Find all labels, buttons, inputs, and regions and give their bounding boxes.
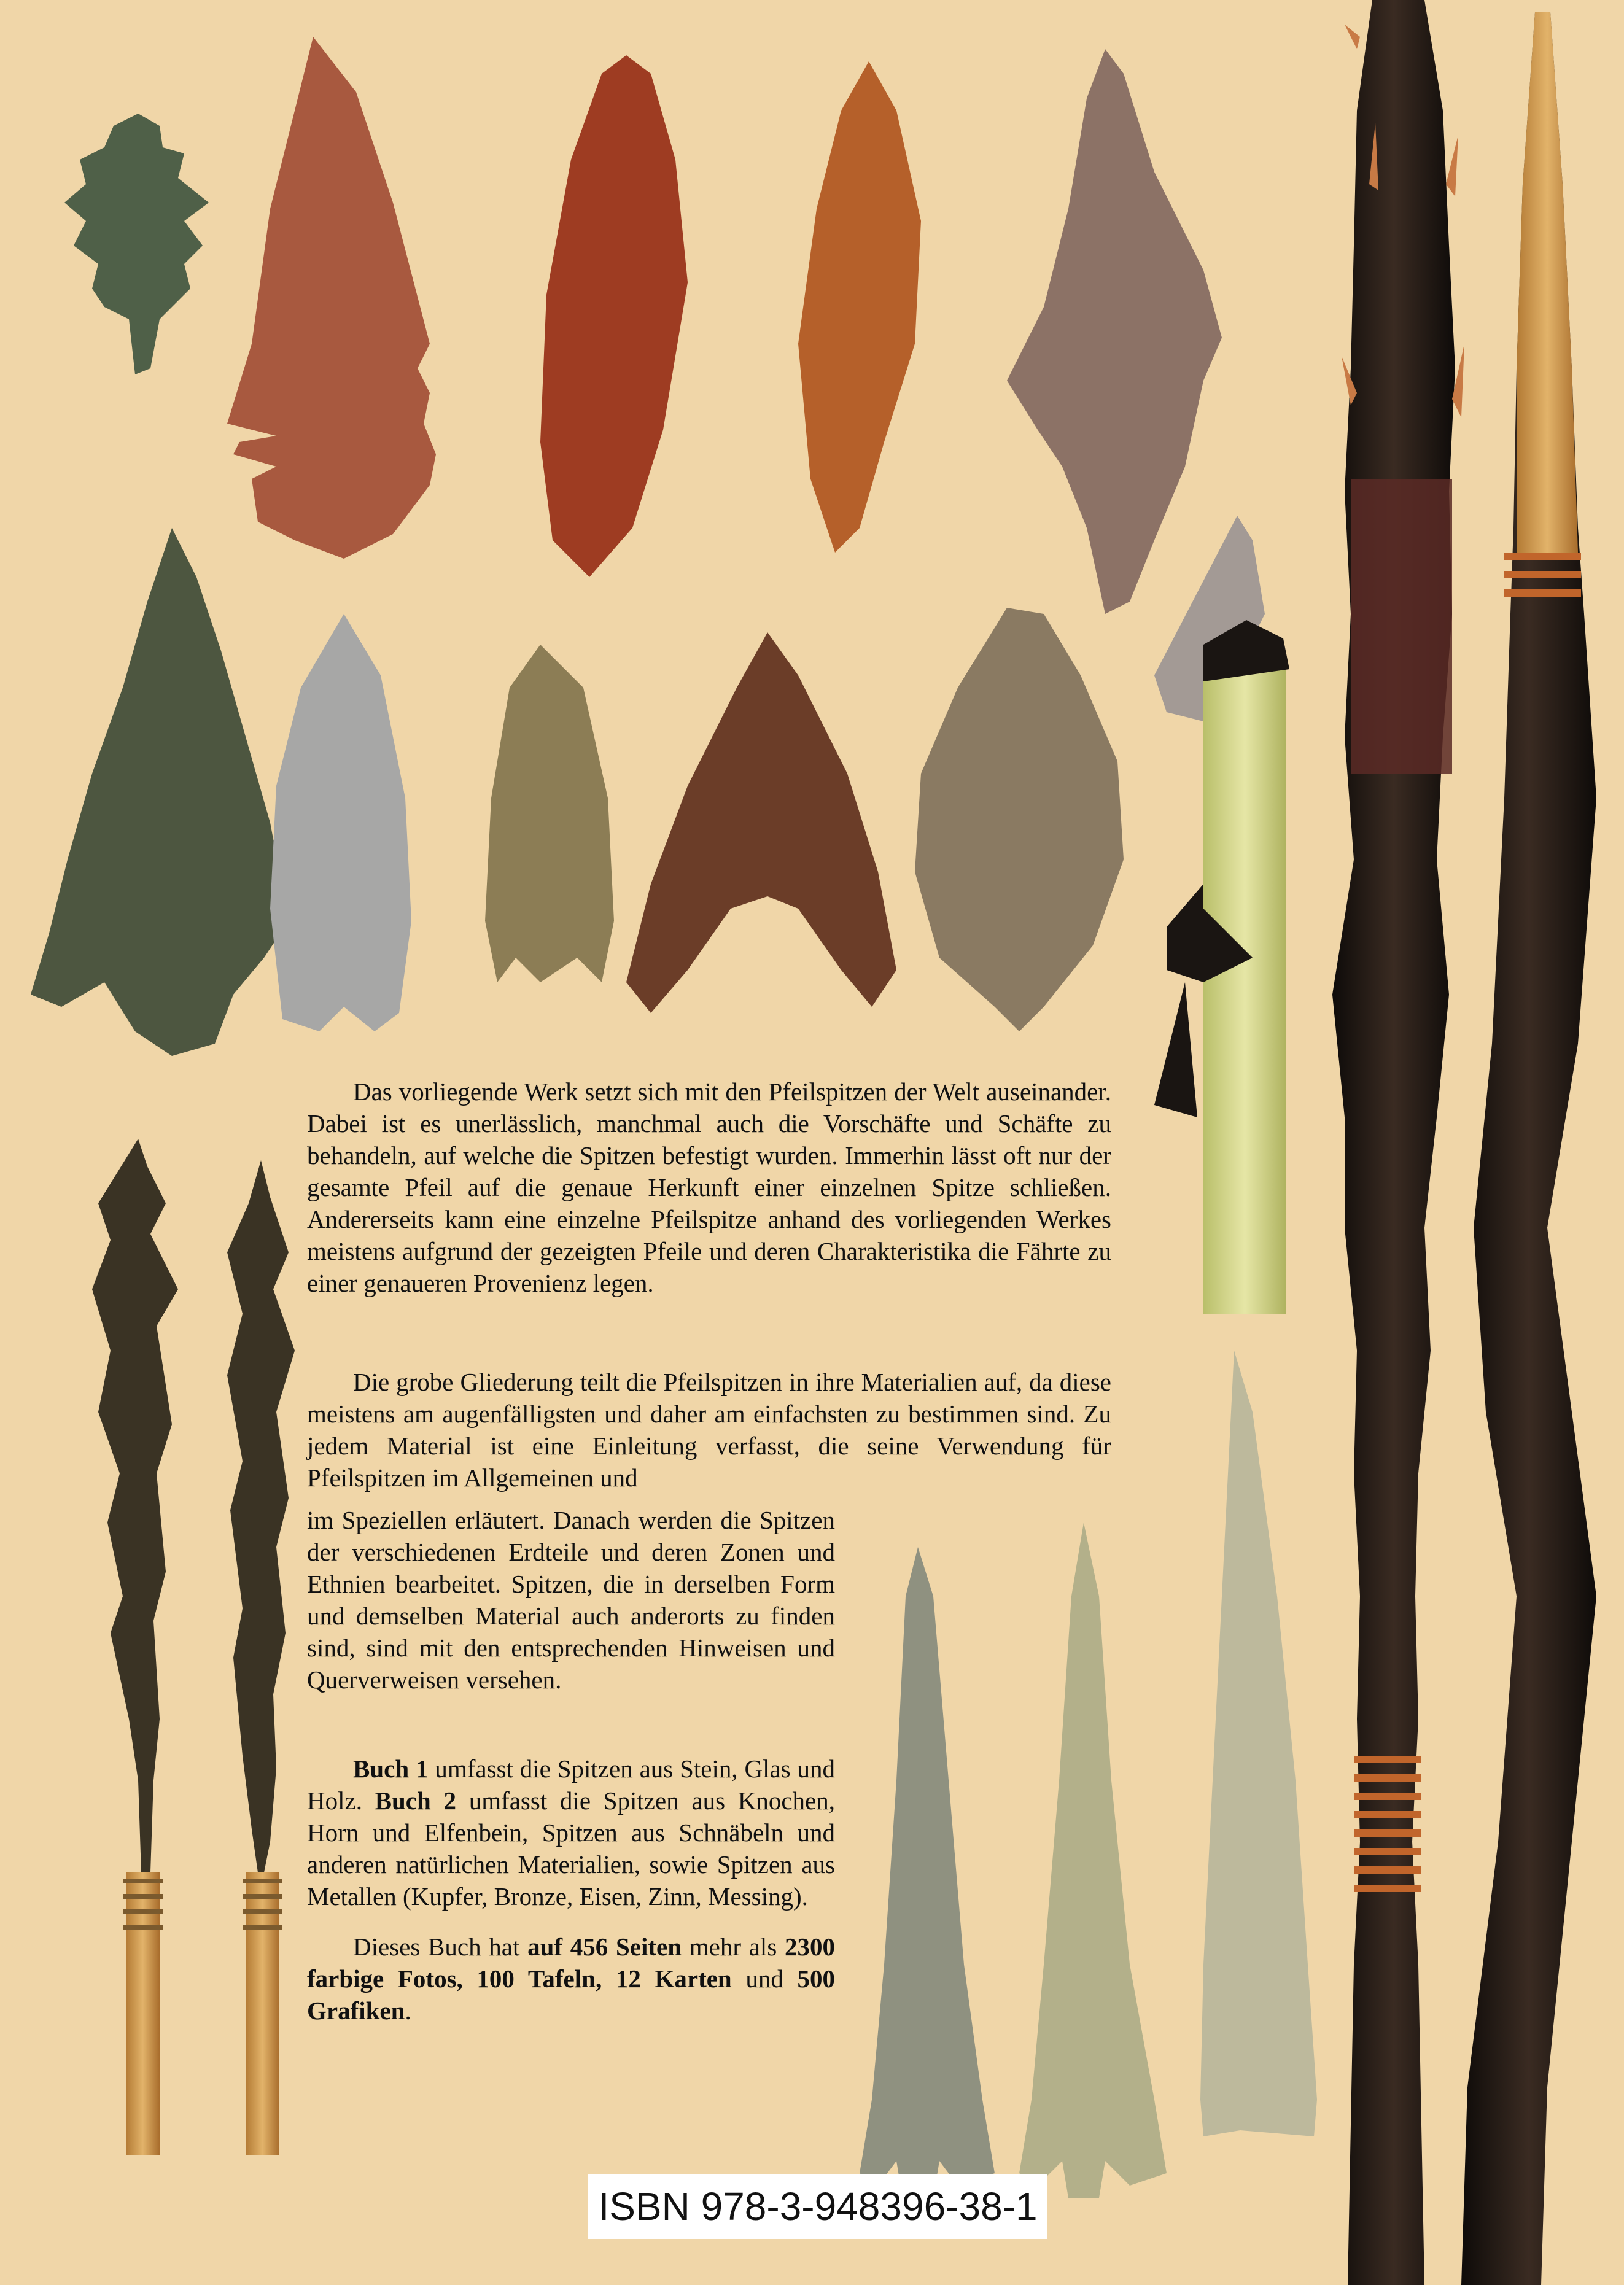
grey-diamond-point [915, 608, 1124, 1031]
stats-text [307, 1931, 835, 2027]
intro-paragraph-3 [307, 1504, 835, 1726]
red-leaf-point [540, 55, 688, 577]
reed-shaft-left [126, 1872, 160, 2155]
stats-photos: 2300 farbige Fotos, 100 Tafeln, 12 Karten [307, 1933, 835, 1993]
intro-paragraph-1 [307, 1076, 1111, 1330]
grey-serrated-point [1007, 49, 1222, 614]
intro-paragraph-2 [307, 1366, 1111, 1524]
reed-foreshaft [1517, 12, 1578, 553]
red-stemmed-point [227, 37, 436, 559]
barbed-iron-arrow-left [92, 1139, 178, 1872]
black-carved-shaft [1332, 0, 1455, 2285]
reed-binding [1504, 553, 1581, 597]
stats-mid2: und [731, 1965, 798, 1993]
stats-mid1: mehr als [682, 1933, 785, 1961]
stats-pages: auf 456 Seiten [527, 1933, 682, 1961]
intro-text-3: im Speziellen erläutert. Danach werden die Spitzen der verschiedenen Erdteile und deren Zonen und Ethnien bearbeitet. Spitzen, die in derselben Form und demselben Material auch anderorts zu finden sind, sind mit den entsprechenden Hinweisen und Querverweisen versehen. [307, 1506, 835, 1694]
stats-end: . [405, 1996, 411, 2025]
stats-graphics: 500 Grafiken [307, 1965, 835, 2025]
books-text [307, 1753, 835, 1912]
grey-stemmed-point-1 [860, 1547, 995, 2198]
green-serrated-point [64, 114, 209, 374]
book1-text: umfasst die Spitzen aus Stein, Glas und Holz. [307, 1755, 835, 1815]
grey-straight-point-3 [1200, 1351, 1317, 2136]
reed-shaft-right [246, 1872, 279, 2155]
barbed-iron-arrow-right [227, 1160, 295, 1872]
book1-label: Buch 1 [353, 1755, 429, 1783]
intro-text-2: Die grobe Gliederung teilt die Pfeilspitzen in ihre Materialien auf, da diese meistens am augenfälligsten und daher am einfachsten zu bestimmen sind. Zu jedem Material ist eine Einleitung verfasst, die seine Verwendung für Pfeilspitzen im Allgemeinen und [307, 1368, 1111, 1492]
isbn-label: ISBN 978-3-948396-38-1 [588, 2174, 1047, 2239]
yellow-shaft [1203, 663, 1286, 1314]
stats-paragraph [307, 1931, 835, 2057]
book2-label: Buch 2 [375, 1786, 456, 1815]
book2-text: umfasst die Spitzen aus Knochen, Horn und Elfenbein, Spitzen aus Schnäbeln und anderen natürlichen Materialien, sowie Spitzen aus Metallen (Kupfer, Bronze, Eisen, Zinn, Messing). [307, 1786, 835, 1911]
brown-concave-point [626, 632, 896, 1013]
stats-lead: Dieses Buch hat [353, 1933, 528, 1961]
intro-text-1: Das vorliegende Werk setzt sich mit den Pfeilspitzen der Welt auseinander. Dabei ist es unerlässlich, manchmal auch die Vorschäfte und Schäfte zu behandeln, auf welche die Spitzen befestigt wurden. Immerhin lässt oft nur der gesamte Pfeil auf die genaue Herkunft einer einzelnen Spitze schließen. Andererseits kann eine einzelne Pfeilspitze anhand des vorliegenden Werkes meistens aufgrund der gezeigten Pfeile und deren Charakteristika die Fährte zu einer genaueren Provenienz legen. [307, 1077, 1111, 1297]
books-paragraph [307, 1753, 835, 1943]
blue-white-fluted-point [270, 614, 411, 1031]
dark-green-serrated-point [31, 528, 289, 1056]
grey-stemmed-point-2 [1019, 1523, 1167, 2198]
orange-leaf-point [798, 61, 921, 553]
red-painted-band [1351, 479, 1452, 774]
tan-fluted-point [485, 645, 614, 982]
